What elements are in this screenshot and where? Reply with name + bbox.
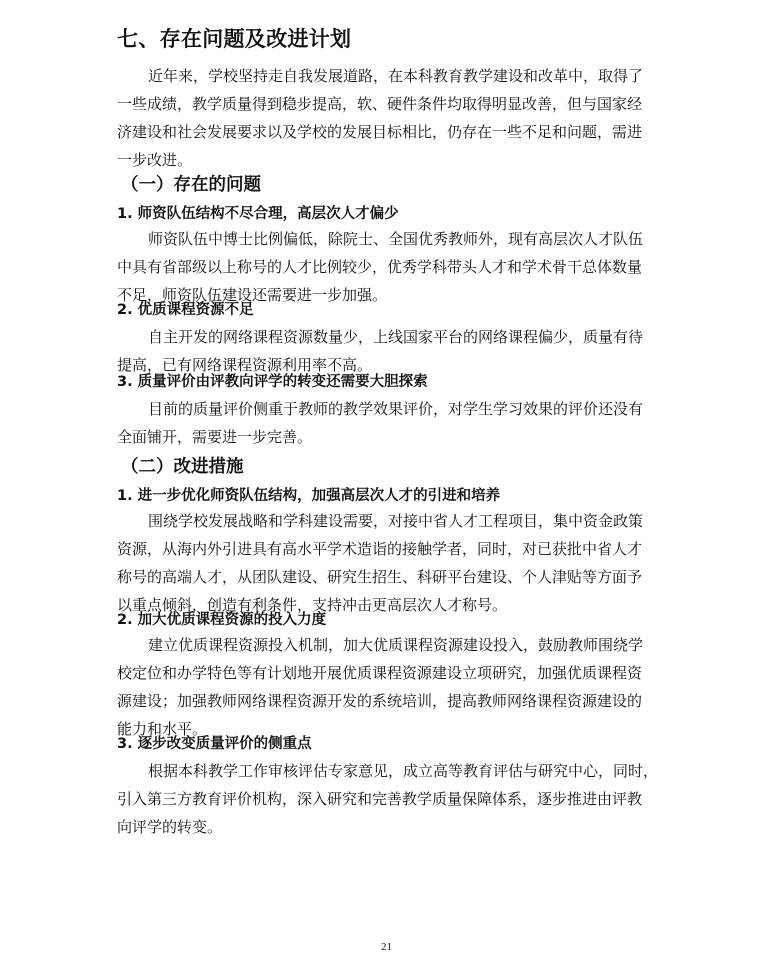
paragraph-line: 向评学的转变。 <box>117 818 223 836</box>
paragraph-line: 目前的质量评价侧重于教师的教学效果评价，对学生学习效果的评价还没有 <box>148 400 644 418</box>
measure-3-paragraph <box>117 757 669 841</box>
intro-line: 近年来，学校坚持走自我发展道路，在本科教育教学建设和改革中，取得了 <box>148 67 644 85</box>
intro-paragraph <box>117 62 669 174</box>
measure-1-paragraph <box>117 507 669 619</box>
paragraph-line: 建立优质课程资源投入机制，加大优质课程资源建设投入，鼓励教师围绕学 <box>148 636 644 654</box>
paragraph-line: 校定位和办学特色等有计划地开展优质课程资源建设立项研究，加强优质课程资 <box>117 664 643 682</box>
paragraph-line: 资源，从海内外引进具有高水平学术造诣的接触学者，同时，对已获批中省人才 <box>117 540 643 558</box>
paragraph-line: 不足，师资队伍建设还需要进一步加强。 <box>117 286 388 304</box>
measure-1-title: 1. 进一步优化师资队伍结构，加强高层次人才的引进和培养 <box>117 488 501 504</box>
problems-heading: （一）存在的问题 <box>121 175 261 195</box>
intro-line: 一些成绩，教学质量得到稳步提高，软、硬件条件均取得明显改善，但与国家经 <box>117 95 643 113</box>
problem-3-paragraph <box>117 395 669 451</box>
measure-3-title: 3. 逐步改变质量评价的侧重点 <box>117 736 312 752</box>
intro-line: 济建设和社会发展要求以及学校的发展目标相比，仍存在一些不足和问题，需进 <box>117 123 643 141</box>
paragraph-line: 中具有省部级以上称号的人才比例较少，优秀学科带头人才和学术骨干总体数量 <box>117 258 643 276</box>
problem-2-title: 2. 优质课程资源不足 <box>117 302 254 318</box>
paragraph-line: 引入第三方教育评价机构，深入研究和完善教学质量保障体系，逐步推进由评教 <box>117 790 643 808</box>
intro-line: 一步改进。 <box>117 151 193 169</box>
page-number: 21 <box>381 941 392 953</box>
paragraph-line: 根据本科教学工作审核评估专家意见，成立高等教育评估与研究中心，同时， <box>148 762 659 780</box>
paragraph-line: 以重点倾斜，创造有利条件，支持冲击更高层次人才称号。 <box>117 596 508 614</box>
paragraph-line: 围绕学校发展战略和学科建设需要，对接中省人才工程项目，集中资金政策 <box>148 512 644 530</box>
paragraph-line: 提高，已有网络课程资源利用率不高。 <box>117 356 373 374</box>
measure-2-title: 2. 加大优质课程资源的投入力度 <box>117 612 327 628</box>
measure-2-paragraph <box>117 631 669 743</box>
paragraph-line: 称号的高端人才，从团队建设、研究生招生、科研平台建设、个人津贴等方面予 <box>117 568 643 586</box>
problem-3-title: 3. 质量评价由评教向评学的转变还需要大胆探索 <box>117 374 428 390</box>
paragraph-line: 源建设；加强教师网络课程资源开发的系统培训，提高教师网络课程资源建设的 <box>117 692 643 710</box>
problem-1-paragraph <box>117 225 669 309</box>
measures-heading: （二）改进措施 <box>121 457 244 477</box>
paragraph-line: 自主开发的网络课程资源数量少，上线国家平台的网络课程偏少，质量有待 <box>148 328 644 346</box>
paragraph-line: 全面铺开，需要进一步完善。 <box>117 428 313 446</box>
problem-1-title: 1. 师资队伍结构不尽合理，高层次人才偏少 <box>117 206 399 222</box>
paragraph-line: 能力和水平。 <box>117 720 208 738</box>
section-title: 七、存在问题及改进计划 <box>117 27 352 51</box>
paragraph-line: 师资队伍中博士比例偏低，除院士、全国优秀教师外，现有高层次人才队伍 <box>148 230 644 248</box>
